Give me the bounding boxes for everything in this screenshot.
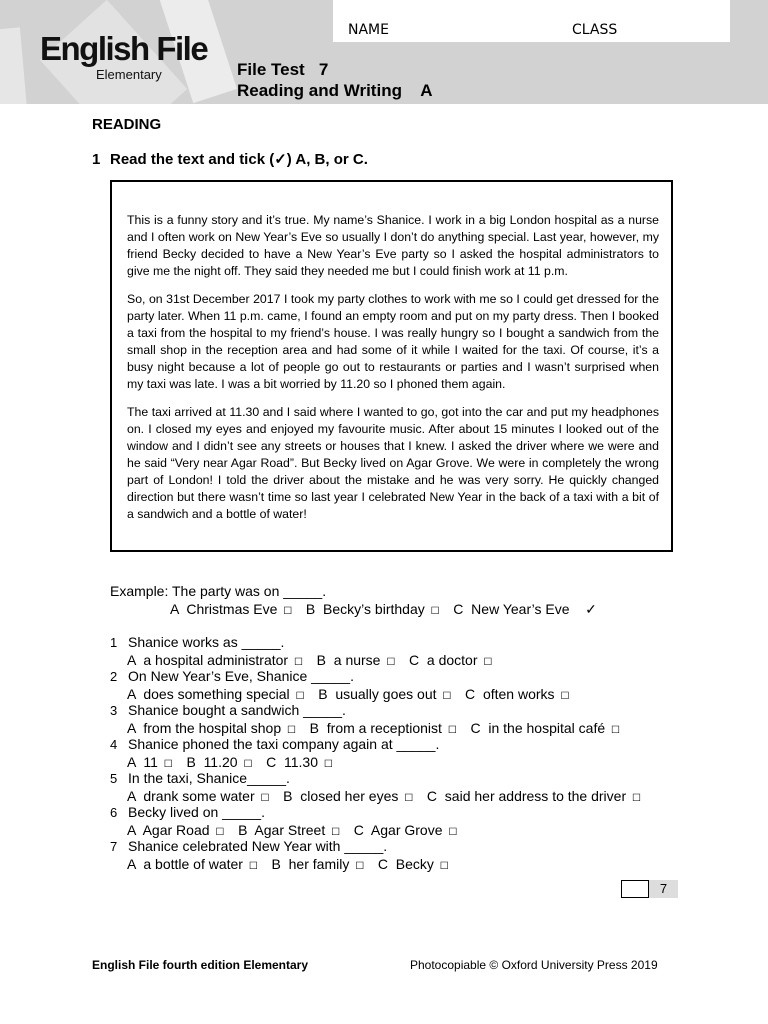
option-letter: C (409, 652, 420, 668)
checkbox-icon[interactable]: ☐ (163, 759, 173, 770)
option-text: said her address to the driver (444, 788, 627, 804)
option-letter: B (238, 822, 248, 838)
question-text: On New Year’s Eve, Shanice _____. (128, 668, 354, 684)
option-letter: B (186, 754, 196, 770)
story-paragraph: So, on 31st December 2017 I took my party clothes to work with me so I could get dressed for the party later. When 11 p.m. came, I found an empty room and put on my party dress. Then I booked a taxi from the hospital to my friend’s house. I was really hungry so I bought a sandwich from the small shop in the reception area and had some of it while I waited for the taxi. Of course, it’s a busy night because a lot of people go out to restaurants or parties and I wasn’t surprised when my taxi was late. I was a bit worried by 11.20 so I phoned them again. (127, 292, 659, 391)
checkbox-icon[interactable]: ☐ (331, 827, 341, 838)
option-letter: A (127, 720, 136, 736)
test-subtitle: Reading and Writing A (237, 81, 433, 100)
option-letter: A (127, 788, 136, 804)
question-stem (110, 770, 290, 786)
option-letter: C (377, 856, 388, 872)
checkbox-icon[interactable]: ☐ (323, 759, 333, 770)
question-stem (110, 736, 439, 752)
option-text: a bottle of water (143, 856, 243, 872)
option-text: New Year’s Eve (471, 601, 570, 617)
question-options (127, 652, 494, 668)
checkbox-icon[interactable]: ☐ (243, 759, 253, 770)
option-text: Agar Road (142, 822, 210, 838)
option-letter: B (271, 856, 281, 872)
checkbox-icon[interactable]: ☐ (483, 657, 493, 668)
question-number: 4 (110, 737, 118, 752)
footer-edition: English File fourth edition Elementary (92, 958, 309, 972)
question-text: In the taxi, Shanice_____. (128, 770, 290, 786)
checkbox-icon[interactable]: ☐ (295, 691, 305, 702)
option-text: a doctor (426, 652, 478, 668)
name-class-box (333, 0, 730, 42)
checkbox-icon[interactable]: ☐ (248, 861, 258, 872)
score-total: 7 (649, 880, 678, 898)
checkbox-icon[interactable]: ☐ (283, 606, 293, 617)
checkbox-icon[interactable]: ☐ (439, 861, 449, 872)
question-options (127, 856, 451, 872)
question-number: 6 (110, 805, 118, 820)
option-text: a nurse (333, 652, 381, 668)
question-stem (110, 634, 284, 650)
option-text: Agar Grove (370, 822, 443, 838)
question-text: Becky lived on _____. (128, 804, 265, 820)
instruction-text: Read the text and tick (✓) A, B, or C. (110, 151, 368, 168)
option-letter: A (127, 822, 136, 838)
checkbox-icon[interactable]: ☐ (355, 861, 365, 872)
question-options (127, 822, 459, 838)
option-letter: C (266, 754, 277, 770)
question-stem (110, 838, 387, 854)
option-text: usually goes out (335, 686, 437, 702)
example-stem: Example: The party was on _____. (110, 583, 327, 599)
question-number: 7 (110, 839, 118, 854)
option-text: from the hospital shop (143, 720, 282, 736)
name-label: NAME (348, 22, 389, 38)
question-text: Shanice works as _____. (128, 634, 285, 650)
option-text: 11.30 (284, 754, 318, 770)
checkbox-icon[interactable]: ☐ (215, 827, 225, 838)
option-letter: B (316, 652, 326, 668)
option-letter: A (170, 601, 179, 617)
question-number: 2 (110, 669, 118, 684)
question-instruction (92, 150, 368, 168)
option-text: 11 (143, 754, 158, 770)
decorative-stripe (0, 27, 29, 104)
option-letter: C (426, 788, 438, 804)
checkbox-icon[interactable]: ☐ (386, 657, 396, 668)
checkmark-icon[interactable]: ✓ (585, 601, 597, 617)
example-options (170, 601, 597, 618)
option-text: closed her eyes (300, 788, 399, 804)
question-number: 5 (110, 771, 118, 786)
option-text: a hospital administrator (143, 652, 289, 668)
question-number: 1 (110, 635, 118, 650)
checkbox-icon[interactable]: ☐ (287, 725, 296, 736)
option-letter: B (318, 686, 328, 702)
question-text: Shanice celebrated New Year with _____. (128, 838, 388, 854)
option-text: Christmas Eve (186, 601, 278, 617)
checkbox-icon[interactable]: ☐ (611, 725, 620, 736)
checkbox-icon[interactable]: ☐ (442, 691, 452, 702)
question-options (127, 754, 335, 770)
checkbox-icon[interactable]: ☐ (447, 725, 457, 736)
section-title: READING (92, 116, 162, 133)
instruction-number: 1 (92, 151, 101, 168)
option-text: Becky’s birthday (323, 601, 425, 617)
question-text: Shanice phoned the taxi company again at _____. (128, 736, 440, 752)
option-letter: B (305, 601, 316, 617)
test-title: File Test 7 (237, 60, 329, 79)
footer-copyright: Photocopiable © Oxford University Press 2019 (410, 958, 658, 972)
logo-subtitle: Elementary (96, 67, 162, 82)
story-paragraph: This is a funny story and it’s true. My name’s Shanice. I work in a big London hospital as a nurse and I often work on New Year’s Eve so usually I don’t do anything special. Last year, however, my friend Becky decided to have a New Year’s Eve party so I asked the hospital administrators to give me the night off. They said they needed me but I could finish work at 11 p.m. (127, 213, 659, 278)
option-letter: C (453, 601, 464, 617)
logo-title: English File (40, 30, 208, 67)
option-text: drank some water (143, 788, 255, 804)
checkbox-icon[interactable]: ☐ (294, 657, 303, 668)
option-text: Agar Street (254, 822, 326, 838)
option-text: Becky (395, 856, 434, 872)
checkbox-icon[interactable]: ☐ (448, 827, 458, 838)
option-text: her family (288, 856, 350, 872)
story-paragraph: The taxi arrived at 11.30 and I said where I wanted to go, got into the car and put my headphones on. I closed my eyes and enjoyed my favourite music. After about 15 minutes I looked out of the window and I didn’t see any streets or houses that I knew. I asked the driver where we were and he said “Very near Agar Road”. But Becky lived on Agar Grove. We were in completely the wrong part of London! I told the driver about the mistake and he was very sorry. He quickly changed direction but there wasn’t time so last year I celebrated New Year in the back of a taxi with a bit of a sandwich and a bottle of water! (127, 405, 659, 521)
checkbox-icon[interactable]: ☐ (260, 793, 270, 804)
option-letter: C (470, 720, 481, 736)
option-text: 11.20 (203, 754, 238, 770)
option-letter: B (309, 720, 319, 736)
class-label: CLASS (572, 22, 618, 38)
question-stem (110, 702, 346, 718)
option-text: from a receptionist (326, 720, 442, 736)
option-text: does something special (143, 686, 290, 702)
option-letter: A (127, 754, 136, 770)
question-stem (110, 668, 354, 684)
checkbox-icon[interactable]: ☐ (404, 793, 414, 804)
option-text: often works (482, 686, 555, 702)
option-letter: A (127, 652, 136, 668)
question-text: Shanice bought a sandwich _____. (128, 702, 346, 718)
option-letter: C (353, 822, 364, 838)
checkbox-icon[interactable]: ☐ (430, 606, 440, 617)
option-letter: A (127, 686, 136, 702)
question-options (127, 686, 571, 702)
checkbox-icon[interactable]: ☐ (632, 793, 641, 804)
reading-story (127, 212, 659, 534)
checkbox-icon[interactable]: ☐ (560, 691, 570, 702)
option-letter: B (283, 788, 293, 804)
option-letter: C (465, 686, 476, 702)
option-letter: A (127, 856, 136, 872)
question-options (127, 720, 622, 736)
option-text: in the hospital café (488, 720, 606, 736)
question-number: 3 (110, 703, 118, 718)
question-stem (110, 804, 265, 820)
question-options (127, 788, 643, 804)
